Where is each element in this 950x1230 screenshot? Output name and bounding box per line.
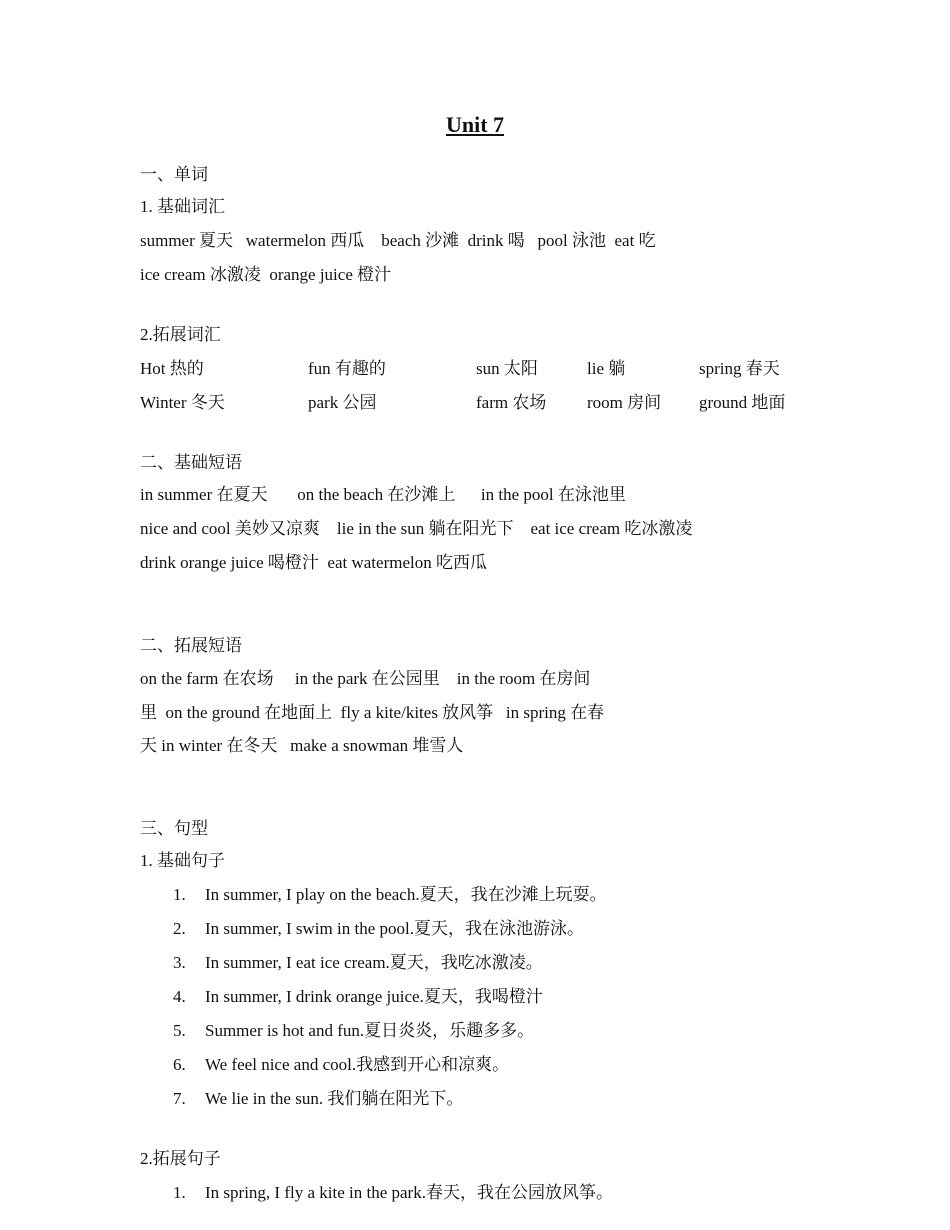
vocab-cell: spring 春天: [699, 359, 780, 378]
list-item: In summer, I play on the beach.夏天，我在沙滩上玩耍。: [205, 885, 607, 904]
list-number: 3.: [173, 953, 186, 972]
list-number: 1.: [173, 1183, 186, 1202]
subheading-basic-vocabulary: 1. 基础词汇: [140, 197, 225, 216]
subheading-extended-sentences: 2.拓展句子: [140, 1149, 221, 1168]
vocab-cell: farm 农场: [476, 393, 547, 412]
section-heading-extended-phrases: 二、拓展短语: [140, 636, 242, 655]
vocab-cell: lie 躺: [587, 359, 626, 378]
vocab-cell: fun 有趣的: [308, 359, 386, 378]
vocab-cell: sun 太阳: [476, 359, 538, 378]
section-heading-sentences: 三、句型: [140, 819, 208, 838]
list-number: 7.: [173, 1089, 186, 1108]
vocab-cell: Winter 冬天: [140, 393, 225, 412]
phrase-line: 天 in winter 在冬天 make a snowman 堆雪人: [140, 736, 464, 755]
list-number: 4.: [173, 987, 186, 1006]
list-item: We lie in the sun. 我们躺在阳光下。: [205, 1089, 464, 1108]
phrase-line: on the farm 在农场 in the park 在公园里 in the room 在房间: [140, 669, 591, 688]
vocabulary-line: ice cream 冰激凌 orange juice 橙汁: [140, 265, 392, 284]
subheading-basic-sentences: 1. 基础句子: [140, 851, 225, 870]
phrase-line: in summer 在夏天 on the beach 在沙滩上 in the pool 在泳池里: [140, 485, 626, 504]
page-title: Unit 7: [445, 112, 505, 137]
list-number: 1.: [173, 885, 186, 904]
list-number: 2.: [173, 919, 186, 938]
vocab-cell: ground 地面: [699, 393, 786, 412]
list-item: Summer is hot and fun.夏日炎炎，乐趣多多。: [205, 1021, 535, 1040]
vocab-cell: park 公园: [308, 393, 377, 412]
list-item: In spring, I fly a kite in the park.春天，我在公园放风筝。: [205, 1183, 613, 1202]
list-number: 6.: [173, 1055, 186, 1074]
phrase-line: nice and cool 美妙又凉爽 lie in the sun 躺在阳光下 eat ice cream 吃冰激凌: [140, 519, 693, 538]
list-item: In summer, I eat ice cream.夏天，我吃冰激凌。: [205, 953, 543, 972]
vocabulary-line: summer 夏天 watermelon 西瓜 beach 沙滩 drink 喝 pool 泳池 eat 吃: [140, 231, 656, 250]
subheading-extended-vocabulary: 2.拓展词汇: [140, 325, 221, 344]
phrase-line: drink orange juice 喝橙汁 eat watermelon 吃西瓜: [140, 553, 487, 572]
phrase-line: 里 on the ground 在地面上 fly a kite/kites 放风筝 in spring 在春: [140, 703, 605, 722]
list-item: We feel nice and cool.我感到开心和凉爽。: [205, 1055, 510, 1074]
section-heading-basic-phrases: 二、基础短语: [140, 453, 242, 472]
list-number: 5.: [173, 1021, 186, 1040]
vocab-cell: room 房间: [587, 393, 662, 412]
section-heading-vocabulary: 一、单词: [140, 165, 208, 184]
vocab-cell: Hot 热的: [140, 359, 204, 378]
list-item: In summer, I swim in the pool.夏天，我在泳池游泳。: [205, 919, 584, 938]
list-item: In summer, I drink orange juice.夏天，我喝橙汁: [205, 987, 543, 1006]
